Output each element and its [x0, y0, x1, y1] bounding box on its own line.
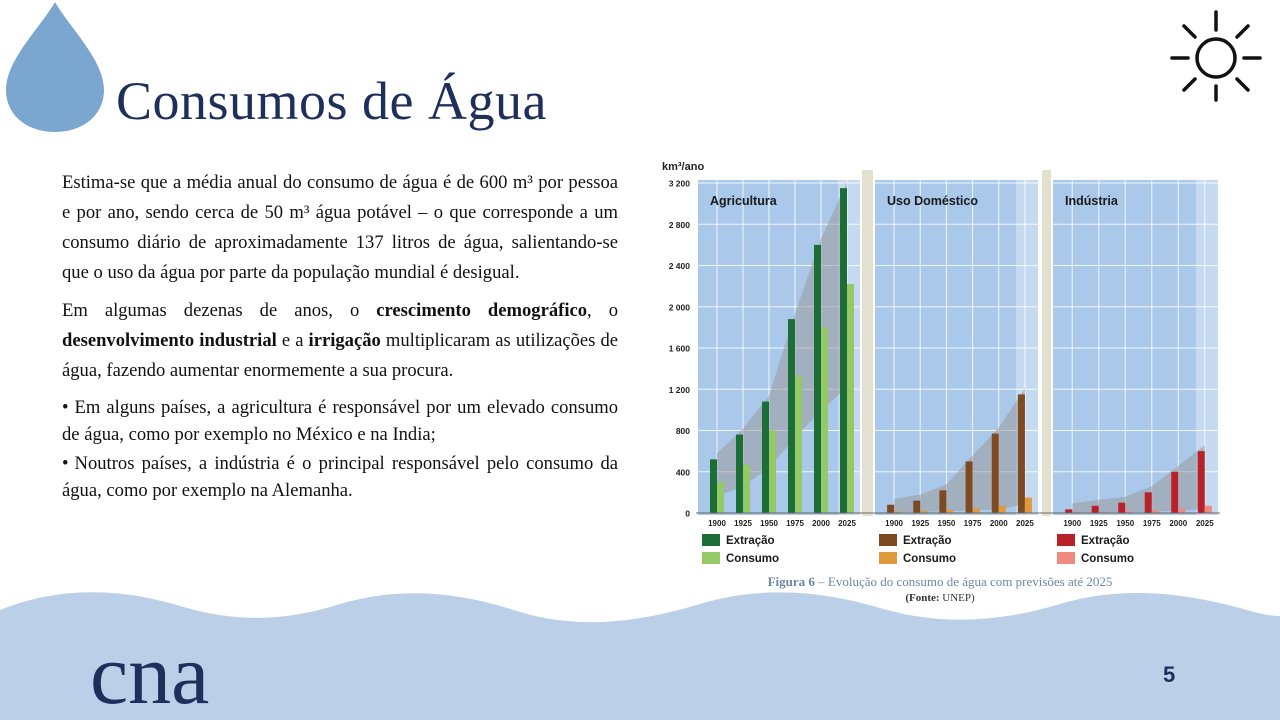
source-text: UNEP): [939, 592, 975, 604]
x-tick-label: 1925: [911, 519, 930, 528]
paragraph-growth-c: , o: [587, 300, 618, 321]
y-tick-label: 1 200: [668, 384, 690, 395]
bar-extraction: [1118, 503, 1125, 513]
legend-swatch-extraction: [879, 534, 897, 546]
page-number: 5: [1163, 662, 1176, 687]
water-drop-icon: [0, 0, 110, 135]
bar-consumption: [1178, 509, 1185, 513]
logo: cna: [90, 626, 210, 722]
bar-consumption: [1025, 498, 1032, 513]
bar-extraction: [814, 245, 821, 513]
bar-consumption: [769, 431, 776, 514]
x-tick-label: 1975: [963, 519, 982, 528]
x-tick-label: 1925: [1089, 519, 1108, 528]
x-tick-label: 1975: [786, 519, 804, 528]
legend-swatch-consumption: [879, 552, 897, 564]
y-tick-label: 3 200: [668, 178, 690, 189]
x-tick-label: 2000: [989, 519, 1008, 528]
legend-label-extraction: Extração: [903, 535, 952, 547]
legend-label-consumption: Consumo: [1081, 553, 1135, 565]
bar-extraction: [1092, 506, 1099, 513]
bar-consumption: [743, 465, 750, 513]
body-text: [62, 168, 618, 506]
bar-extraction: [840, 188, 847, 513]
bar-extraction: [1198, 451, 1205, 513]
y-tick-label: 800: [675, 426, 690, 436]
bold-irrigation: irrigação: [308, 330, 381, 351]
y-tick-label: 2 400: [668, 261, 690, 271]
y-tick-label: 2 800: [668, 219, 690, 230]
bar-extraction: [1145, 492, 1152, 513]
y-unit-label: km³/ano: [662, 161, 705, 173]
bold-industrial-development: desenvolvimento industrial: [62, 330, 277, 351]
bar-extraction: [710, 459, 717, 513]
legend-label-extraction: Extração: [1081, 535, 1130, 547]
paragraph-growth-a: Em algumas dezenas de anos, o: [62, 300, 377, 321]
x-tick-label: 2000: [812, 519, 830, 528]
bold-demographic-growth: crescimento demográfico: [376, 300, 588, 321]
paragraph-consumption-average: Estima-se que a média anual do consumo de água é de 600 m³ por pessoa e por ano, sendo cerca de 50 m³ água potável – o que corresponde a um consumo diário de aproximadamente 137 litros de água, salientando-se que o uso da água por parte da população mundial é desigual.: [62, 172, 618, 283]
bar-consumption: [717, 482, 724, 513]
x-tick-label: 1950: [760, 519, 778, 528]
bar-extraction: [887, 505, 894, 513]
bar-extraction: [992, 434, 999, 513]
x-tick-label: 1950: [1116, 519, 1135, 528]
bar-extraction: [913, 501, 920, 513]
bullet-list: [62, 394, 618, 504]
x-tick-label: 1950: [937, 519, 956, 528]
list-item-agriculture: [62, 394, 618, 448]
paragraph-growth-d: e a: [276, 330, 309, 351]
bar-consumption: [821, 327, 828, 513]
x-tick-label: 2025: [838, 519, 856, 528]
x-tick-label: 1925: [734, 519, 752, 528]
bar-extraction: [966, 461, 973, 513]
x-tick-label: 2025: [1016, 519, 1034, 528]
x-tick-label: 2025: [1195, 519, 1214, 528]
legend-swatch-extraction: [1057, 534, 1075, 546]
legend-swatch-consumption: [1057, 552, 1075, 564]
x-tick-label: 2000: [1169, 519, 1188, 528]
y-tick-label: 400: [675, 467, 690, 478]
paragraph-growth: [62, 296, 618, 386]
sun-icon: [1166, 8, 1266, 108]
y-tick-label: 0: [685, 508, 690, 519]
y-tick-label: 2 000: [668, 302, 690, 313]
bar-extraction: [939, 490, 946, 513]
bullet-text: Noutros países, a indústria é o principal responsável pelo consumo da água, como por exemplo na Alemanha.: [62, 453, 618, 501]
list-item-industry: [62, 450, 618, 504]
bullet-icon: •: [62, 397, 69, 418]
panel-title: Agricultura: [710, 194, 777, 208]
figure-label: Figura 6: [767, 574, 815, 589]
figure-caption: [640, 574, 1240, 590]
x-tick-label: 1975: [1142, 519, 1161, 528]
water-consumption-chart: [660, 150, 1225, 570]
x-tick-label: 1900: [1063, 519, 1082, 528]
bar-extraction: [736, 435, 743, 513]
bullet-icon: •: [62, 453, 69, 474]
legend-label-consumption: Consumo: [903, 553, 957, 565]
bullet-text: Em alguns países, a agricultura é responsável por um elevado consumo de água, como por exemplo no México e na India;: [62, 397, 618, 445]
bar-extraction: [1065, 509, 1072, 513]
panel-separator: [862, 170, 873, 516]
bar-extraction: [1171, 472, 1178, 513]
x-tick-label: 1900: [708, 519, 726, 528]
legend-label-consumption: Consumo: [726, 553, 780, 565]
bar-consumption: [847, 284, 854, 513]
panel-title: Uso Doméstico: [887, 194, 978, 208]
bar-consumption: [999, 506, 1006, 513]
y-tick-label: 1 600: [668, 343, 690, 354]
bar-consumption: [973, 508, 980, 513]
source-label: (Fonte:: [905, 592, 940, 604]
legend-swatch-consumption: [702, 552, 720, 564]
bar-consumption: [1205, 506, 1212, 513]
page-title: Consumos de Água: [116, 71, 547, 131]
paragraph-growth-e: multiplicaram as utilizações de água, fazendo aumentar enormemente a sua procura.: [62, 330, 618, 381]
panel-separator: [1042, 170, 1051, 516]
bar-consumption: [795, 376, 802, 513]
legend-swatch-extraction: [702, 534, 720, 546]
x-tick-label: 1900: [885, 519, 903, 528]
legend-label-extraction: Extração: [726, 535, 775, 547]
figure-caption-text: – Evolução do consumo de água com previsões até 2025: [814, 574, 1113, 589]
bar-extraction: [1018, 394, 1025, 513]
bar-extraction: [788, 319, 795, 513]
bar-extraction: [762, 402, 769, 513]
panel-title: Indústria: [1065, 194, 1118, 208]
